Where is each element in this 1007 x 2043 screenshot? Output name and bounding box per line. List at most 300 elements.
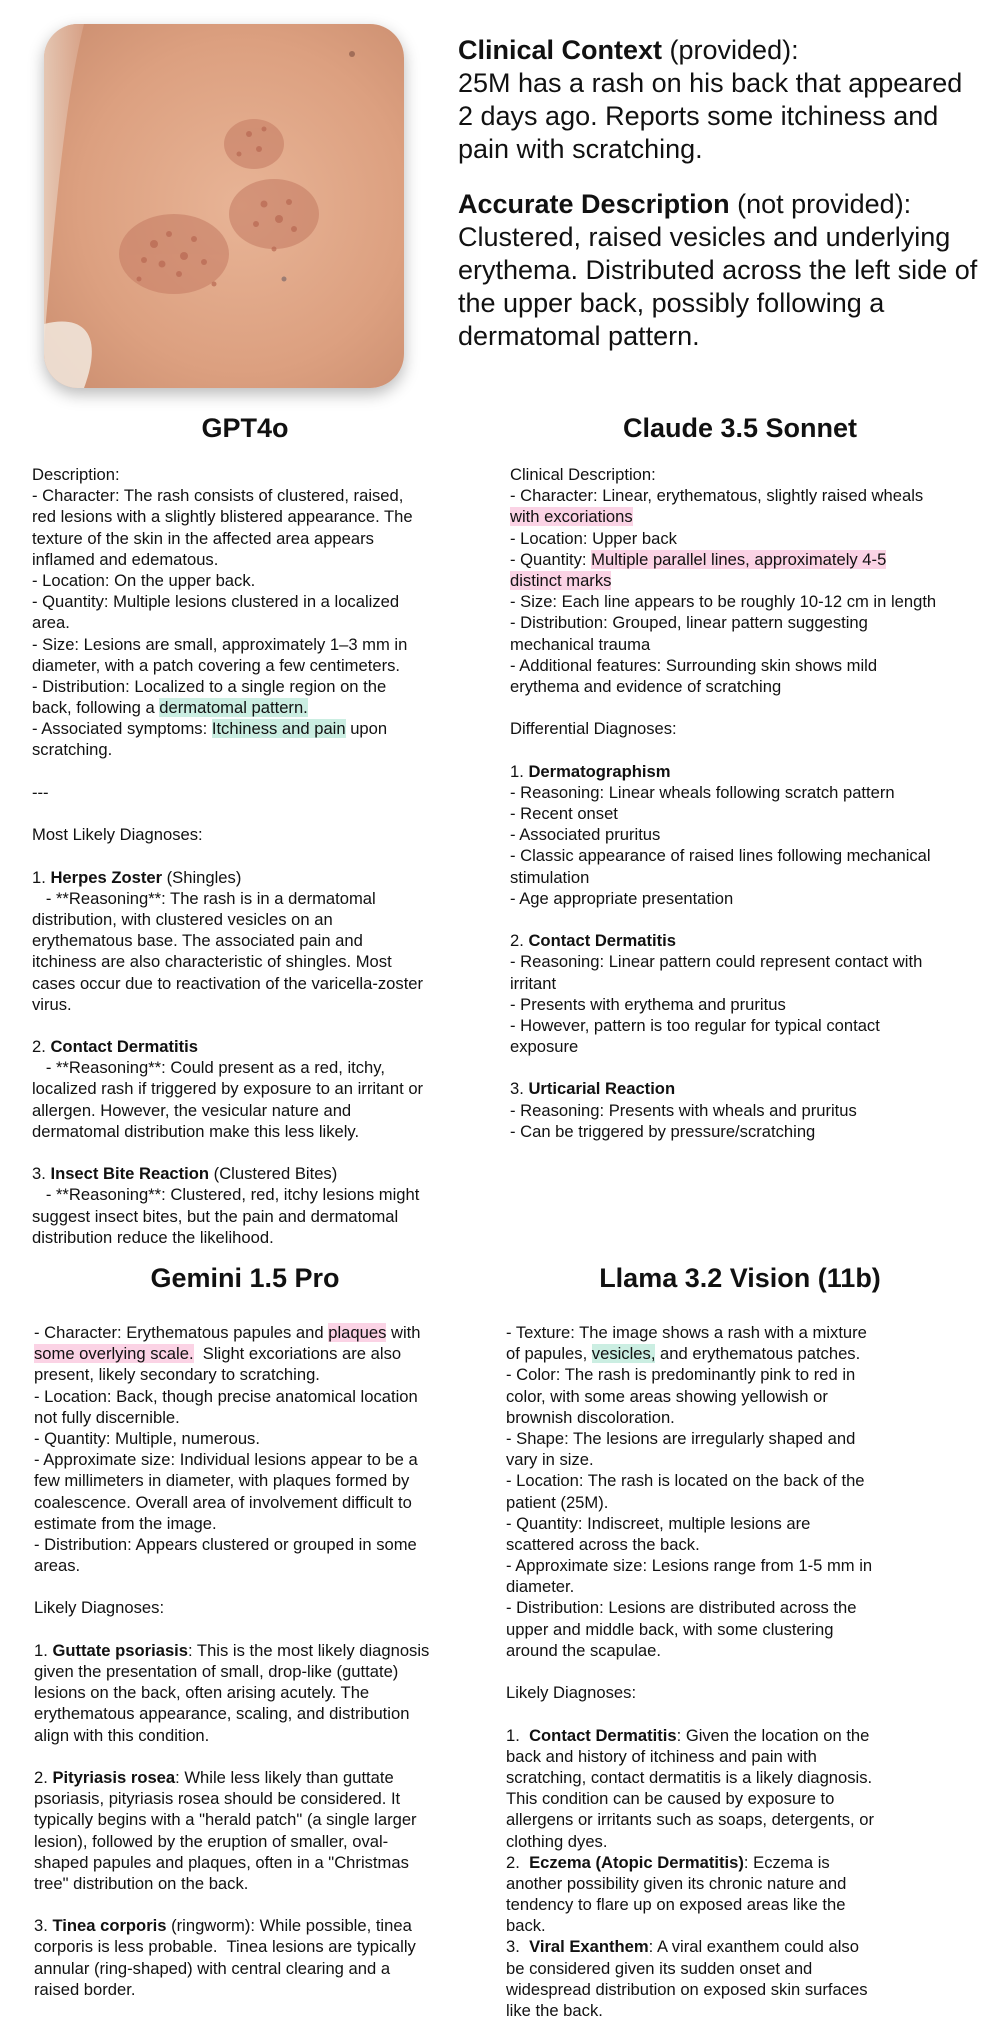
response-line bbox=[34, 1767, 474, 1788]
accurate-description-note: (not provided): bbox=[729, 189, 912, 219]
response-text: with bbox=[386, 1323, 421, 1342]
response-text: erythematous base. The associated pain and bbox=[32, 931, 363, 951]
response-line bbox=[34, 1915, 474, 1936]
response-line bbox=[32, 634, 472, 655]
response-line bbox=[32, 1057, 472, 1078]
response-line bbox=[32, 549, 472, 570]
response-line bbox=[510, 485, 980, 506]
response-line bbox=[506, 1746, 946, 1767]
response-line bbox=[510, 549, 980, 570]
response-text: cases occur due to reactivation of the varicella-zoster bbox=[32, 973, 424, 993]
gemini-title: Gemini 1.5 Pro bbox=[150, 1263, 340, 1293]
response-line bbox=[510, 1078, 980, 1099]
blank-line bbox=[506, 1703, 946, 1724]
response-text: erythema and evidence of scratching bbox=[510, 676, 782, 696]
response-text: - **Reasoning**: The rash is in a dermatomal bbox=[32, 888, 376, 908]
response-text: - Quantity: bbox=[510, 549, 592, 569]
response-text: Differential Diagnoses: bbox=[510, 719, 677, 739]
diagnosis-name: Contact Dermatitis bbox=[50, 1037, 198, 1057]
response-line bbox=[32, 612, 472, 633]
clinical-context-note: (provided): bbox=[662, 35, 799, 65]
response-line bbox=[34, 1386, 474, 1407]
response-line bbox=[510, 803, 980, 824]
claude-response bbox=[510, 464, 980, 1142]
response-line bbox=[32, 973, 472, 994]
response-line bbox=[32, 1163, 472, 1184]
response-text: tendency to flare up on exposed areas like the bbox=[506, 1895, 846, 1915]
response-text: 3. bbox=[32, 1164, 51, 1184]
response-line bbox=[34, 1936, 474, 1957]
response-text: (ringworm): While possible, tinea bbox=[166, 1916, 412, 1936]
response-text: suggest insect bites, but the pain and dermatomal bbox=[32, 1206, 399, 1226]
response-line bbox=[34, 1555, 474, 1576]
response-line bbox=[34, 1809, 474, 1830]
response-text: mechanical trauma bbox=[510, 634, 651, 654]
response-text: back. bbox=[506, 1916, 546, 1936]
response-line bbox=[510, 930, 980, 951]
response-line bbox=[506, 1449, 946, 1470]
response-line bbox=[506, 1894, 946, 1915]
response-line bbox=[32, 1078, 472, 1099]
response-line bbox=[34, 1492, 474, 1513]
response-text: - Character: The rash consists of clustered, raised, bbox=[32, 486, 404, 506]
response-text: brownish discoloration. bbox=[506, 1407, 675, 1427]
response-text: - Location: Back, though precise anatomical location bbox=[34, 1386, 418, 1406]
response-line bbox=[506, 1492, 946, 1513]
response-line bbox=[510, 634, 980, 655]
response-text: 2. bbox=[506, 1852, 530, 1872]
response-line bbox=[32, 528, 472, 549]
response-line bbox=[32, 1100, 472, 1121]
response-text: 2. bbox=[510, 931, 529, 951]
response-line bbox=[506, 1555, 946, 1576]
response-line bbox=[510, 951, 980, 972]
response-text: : Eczema is bbox=[743, 1852, 830, 1872]
response-line bbox=[34, 1703, 474, 1724]
response-line bbox=[34, 1852, 474, 1873]
response-text: - Character: Linear, erythematous, slightly raised wheals bbox=[510, 486, 924, 506]
response-line bbox=[506, 1428, 946, 1449]
response-text: diameter, with a patch covering a few centimeters. bbox=[32, 655, 401, 675]
blank-line bbox=[510, 739, 980, 760]
response-text: and erythematous patches. bbox=[655, 1344, 861, 1364]
diagnosis-name: Viral Exanthem bbox=[529, 1937, 649, 1957]
response-line bbox=[34, 1470, 474, 1491]
response-line bbox=[34, 1958, 474, 1979]
highlighted-text: distinct marks bbox=[510, 570, 612, 590]
response-line bbox=[510, 528, 980, 549]
response-line bbox=[510, 1121, 980, 1142]
response-line bbox=[32, 1036, 472, 1057]
response-text: 1. bbox=[506, 1725, 530, 1745]
response-text: another possibility given its chronic nature and bbox=[506, 1873, 847, 1893]
response-text: - Reasoning: Linear wheals following scratch pattern bbox=[510, 782, 895, 802]
response-line bbox=[34, 1661, 474, 1682]
accurate-description-line: Clustered, raised vesicles and underlying bbox=[458, 222, 951, 252]
response-text: - Distribution: Appears clustered or grouped in some bbox=[34, 1534, 417, 1554]
response-text: - **Reasoning**: Clustered, red, itchy lesions might bbox=[32, 1185, 420, 1205]
response-text: - Additional features: Surrounding skin shows mild bbox=[510, 655, 878, 675]
clinical-context bbox=[458, 34, 998, 166]
response-text: lesions on the back, often arising acutely. The bbox=[34, 1683, 370, 1703]
response-line bbox=[506, 1979, 946, 2000]
response-text: - Reasoning: Linear pattern could represent contact with bbox=[510, 952, 923, 972]
gemini-response bbox=[34, 1322, 474, 2000]
accurate-description-line: the upper back, possibly following a bbox=[458, 288, 885, 318]
highlighted-text: plaques bbox=[328, 1323, 387, 1342]
response-text: back and history of itchiness and pain with bbox=[506, 1746, 817, 1766]
response-text: - Presents with erythema and pruritus bbox=[510, 994, 786, 1014]
accurate-description bbox=[458, 188, 998, 353]
response-text: Description: bbox=[32, 465, 120, 484]
response-line bbox=[506, 1513, 946, 1534]
response-text: : A viral exanthem could also bbox=[648, 1937, 859, 1957]
diagnosis-name: Pityriasis rosea bbox=[52, 1767, 176, 1787]
response-text: inflamed and edematous. bbox=[32, 549, 219, 569]
response-text: align with this condition. bbox=[34, 1725, 210, 1745]
response-line bbox=[506, 1597, 946, 1618]
response-line bbox=[510, 570, 980, 591]
response-text: - Approximate size: Individual lesions appear to be a bbox=[34, 1450, 418, 1470]
response-text: - Can be triggered by pressure/scratching bbox=[510, 1121, 816, 1141]
response-line bbox=[34, 1428, 474, 1449]
response-line bbox=[34, 1407, 474, 1428]
response-text: : Given the location on the bbox=[676, 1725, 870, 1745]
diagnosis-name: Tinea corporis bbox=[52, 1916, 167, 1936]
response-text: area. bbox=[32, 613, 70, 633]
response-line bbox=[34, 1449, 474, 1470]
highlighted-text: Multiple parallel lines, approximately 4-5 bbox=[591, 549, 887, 569]
response-line bbox=[510, 591, 980, 612]
response-text: 1. bbox=[32, 867, 51, 887]
response-line bbox=[506, 1407, 946, 1428]
accurate-description-title: Accurate Description bbox=[458, 189, 730, 219]
response-line bbox=[506, 1576, 946, 1597]
response-text: itchiness are also characteristic of shingles. Most bbox=[32, 952, 392, 972]
response-text: - Age appropriate presentation bbox=[510, 888, 734, 908]
diagnosis-name: Urticarial Reaction bbox=[528, 1079, 676, 1099]
response-line bbox=[32, 1206, 472, 1227]
blank-line bbox=[506, 1661, 946, 1682]
highlighted-text: Itchiness and pain bbox=[211, 719, 346, 739]
response-line bbox=[506, 1873, 946, 1894]
diagnosis-name: Dermatographism bbox=[528, 761, 671, 781]
response-line bbox=[32, 1121, 472, 1142]
response-text: lesion), followed by the eruption of smaller, oval- bbox=[34, 1831, 389, 1851]
response-line bbox=[32, 909, 472, 930]
response-line bbox=[506, 1386, 946, 1407]
response-line bbox=[510, 676, 980, 697]
response-text: 2. bbox=[34, 1767, 53, 1787]
response-text: allergen. However, the vesicular nature and bbox=[32, 1100, 352, 1120]
response-text: texture of the skin in the affected area appears bbox=[32, 528, 374, 548]
response-line bbox=[506, 1322, 946, 1343]
response-line bbox=[510, 761, 980, 782]
gpt4o-response bbox=[32, 464, 472, 1248]
blank-line bbox=[32, 761, 472, 782]
response-text: - Location: The rash is located on the back of the bbox=[506, 1471, 865, 1491]
response-text: upper and middle back, with some clustering bbox=[506, 1619, 834, 1639]
response-line bbox=[506, 1364, 946, 1385]
response-text: This condition can be caused by exposure to bbox=[506, 1789, 835, 1809]
response-line bbox=[510, 782, 980, 803]
response-text: widespread distribution on exposed skin surfaces bbox=[506, 1979, 868, 1999]
response-line bbox=[506, 2000, 946, 2021]
response-text: - Color: The rash is predominantly pink to red in bbox=[506, 1365, 856, 1385]
blank-line bbox=[510, 909, 980, 930]
response-line bbox=[510, 718, 980, 739]
response-text: : This is the most likely diagnosis bbox=[188, 1640, 430, 1660]
blank-line bbox=[510, 697, 980, 718]
response-line bbox=[32, 782, 472, 803]
highlighted-text: vesicles, bbox=[591, 1344, 656, 1364]
response-text: Clinical Description: bbox=[510, 465, 656, 484]
response-text: given the presentation of small, drop-like (guttate) bbox=[34, 1662, 399, 1681]
response-text: - Associated pruritus bbox=[510, 825, 661, 845]
response-text: distribution, with clustered vesicles on an bbox=[32, 909, 333, 929]
response-text: - Recent onset bbox=[510, 804, 618, 823]
response-line bbox=[510, 1015, 980, 1036]
response-line bbox=[510, 888, 980, 909]
response-text: - Shape: The lesions are irregularly shaped and bbox=[506, 1428, 856, 1448]
response-text: 3. bbox=[506, 1937, 530, 1957]
response-text: clothing dyes. bbox=[506, 1831, 608, 1851]
response-text: virus. bbox=[32, 994, 72, 1014]
clinical-context-line: 25M has a rash on his back that appeared bbox=[458, 68, 963, 98]
response-text: of papules, bbox=[506, 1344, 592, 1364]
response-text: areas. bbox=[34, 1556, 81, 1576]
response-text: upon bbox=[345, 719, 388, 739]
response-text: - Distribution: Localized to a single region on the bbox=[32, 676, 387, 696]
response-text: - Approximate size: Lesions range from 1-5 mm in bbox=[506, 1556, 873, 1576]
response-line bbox=[32, 570, 472, 591]
response-line bbox=[34, 1597, 474, 1618]
response-line bbox=[32, 591, 472, 612]
response-text: around the scapulae. bbox=[506, 1640, 661, 1660]
response-text: Likely Diagnoses: bbox=[34, 1598, 165, 1618]
response-line bbox=[510, 655, 980, 676]
response-text: not fully discernible. bbox=[34, 1407, 180, 1427]
response-line bbox=[506, 1809, 946, 1830]
response-line bbox=[506, 1958, 946, 1979]
response-text: (Clustered Bites) bbox=[209, 1164, 338, 1184]
response-text: color, with some areas showing yellowish or bbox=[506, 1386, 828, 1406]
response-line bbox=[34, 1788, 474, 1809]
response-text: stimulation bbox=[510, 867, 590, 887]
response-line bbox=[32, 739, 472, 760]
response-line bbox=[506, 1619, 946, 1640]
response-line bbox=[32, 824, 472, 845]
response-line bbox=[34, 1831, 474, 1852]
response-text: localized rash if triggered by exposure to an irritant or bbox=[32, 1079, 424, 1099]
blank-line bbox=[32, 1142, 472, 1163]
response-text: tree" distribution on the back. bbox=[34, 1873, 249, 1893]
blank-line bbox=[510, 1057, 980, 1078]
response-line bbox=[34, 1682, 474, 1703]
highlighted-text: with excoriations bbox=[510, 507, 633, 527]
response-line bbox=[32, 676, 472, 697]
highlighted-text: dermatomal pattern. bbox=[159, 698, 308, 718]
response-text: estimate from the image. bbox=[34, 1513, 217, 1533]
response-line bbox=[34, 1725, 474, 1746]
response-text: - Reasoning: Presents with wheals and pruritus bbox=[510, 1100, 857, 1120]
accurate-description-line: erythema. Distributed across the left side of bbox=[458, 255, 978, 285]
response-line bbox=[506, 1534, 946, 1555]
context-block bbox=[458, 34, 998, 375]
response-line bbox=[32, 1227, 472, 1248]
blank-line bbox=[34, 1619, 474, 1640]
clinical-context-line: 2 days ago. Reports some itchiness and bbox=[458, 101, 939, 131]
response-line bbox=[510, 1100, 980, 1121]
response-text: scattered across the back. bbox=[506, 1534, 700, 1554]
response-line bbox=[34, 1364, 474, 1385]
response-text: allergens or irritants such as soaps, detergents, or bbox=[506, 1810, 875, 1830]
diagnosis-name: Herpes Zoster bbox=[50, 867, 163, 887]
gpt4o-title: GPT4o bbox=[201, 413, 289, 443]
response-text: - Size: Each line appears to be roughly 10-12 cm in length bbox=[510, 592, 937, 612]
response-line bbox=[506, 1725, 946, 1746]
response-line bbox=[510, 994, 980, 1015]
response-line bbox=[510, 612, 980, 633]
response-line bbox=[34, 1322, 474, 1343]
diagnosis-name: Contact Dermatitis bbox=[529, 1725, 677, 1745]
response-line bbox=[34, 1534, 474, 1555]
response-text: - Location: Upper back bbox=[510, 528, 677, 548]
llama-title: Llama 3.2 Vision (11b) bbox=[599, 1263, 881, 1293]
response-line bbox=[32, 867, 472, 888]
response-text: - **Reasoning**: Could present as a red, itchy, bbox=[32, 1058, 385, 1078]
response-text: - Associated symptoms: bbox=[32, 719, 212, 739]
response-line bbox=[32, 1184, 472, 1205]
llama-response bbox=[506, 1322, 946, 2021]
blank-line bbox=[34, 1746, 474, 1767]
response-text: psoriasis, pityriasis rosea should be considered. It bbox=[34, 1789, 401, 1809]
response-line bbox=[32, 951, 472, 972]
response-text: - However, pattern is too regular for typical contact bbox=[510, 1015, 880, 1035]
response-text: erythematous appearance, scaling, and distribution bbox=[34, 1704, 410, 1724]
highlighted-text: some overlying scale. bbox=[34, 1344, 194, 1364]
response-text: exposure bbox=[510, 1037, 579, 1057]
response-line bbox=[510, 973, 980, 994]
response-text: - Size: Lesions are small, approximately 1–3 mm in bbox=[32, 634, 408, 654]
response-text: 1. bbox=[510, 761, 529, 781]
response-text: raised border. bbox=[34, 1979, 136, 1999]
response-text: patient (25M). bbox=[506, 1492, 609, 1512]
blank-line bbox=[32, 1015, 472, 1036]
response-text: red lesions with a slightly blistered appearance. The bbox=[32, 507, 413, 527]
response-text: dermatomal distribution make this less likely. bbox=[32, 1121, 360, 1141]
response-line bbox=[32, 655, 472, 676]
response-text: few millimeters in diameter, with plaques formed by bbox=[34, 1471, 410, 1491]
response-text: (Shingles) bbox=[162, 867, 242, 887]
response-text: - Location: On the upper back. bbox=[32, 570, 256, 590]
response-line bbox=[510, 867, 980, 888]
response-line bbox=[506, 1788, 946, 1809]
response-line bbox=[506, 1682, 946, 1703]
response-text: - Distribution: Grouped, linear pattern suggesting bbox=[510, 613, 868, 633]
blank-line bbox=[32, 803, 472, 824]
response-text: annular (ring-shaped) with central clearing and a bbox=[34, 1958, 391, 1978]
response-text: 3. bbox=[510, 1079, 529, 1099]
response-text: scratching, contact dermatitis is a likely diagnosis. bbox=[506, 1767, 873, 1787]
clinical-context-line: pain with scratching. bbox=[458, 134, 703, 164]
response-line bbox=[34, 1640, 474, 1661]
response-line bbox=[506, 1470, 946, 1491]
claude-title: Claude 3.5 Sonnet bbox=[622, 413, 858, 443]
response-text: - Quantity: Multiple, numerous. bbox=[34, 1428, 260, 1448]
response-text: like the back. bbox=[506, 2001, 603, 2020]
response-line bbox=[506, 1936, 946, 1957]
response-line bbox=[506, 1640, 946, 1661]
response-text: coalescence. Overall area of involvement difficult to bbox=[34, 1492, 412, 1512]
blank-line bbox=[34, 1894, 474, 1915]
response-text: Likely Diagnoses: bbox=[506, 1683, 637, 1703]
response-text: - Classic appearance of raised lines following mechanical bbox=[510, 846, 931, 866]
response-line bbox=[34, 1873, 474, 1894]
response-text: scratching. bbox=[32, 740, 113, 760]
response-text: typically begins with a "herald patch" (a single larger bbox=[34, 1810, 417, 1830]
response-line bbox=[34, 1343, 474, 1364]
response-line bbox=[32, 464, 472, 485]
response-line bbox=[32, 994, 472, 1015]
diagnosis-name: Guttate psoriasis bbox=[52, 1640, 189, 1660]
response-text: Most Likely Diagnoses: bbox=[32, 825, 203, 845]
response-text: irritant bbox=[510, 973, 557, 993]
response-line bbox=[32, 888, 472, 909]
response-line bbox=[510, 464, 980, 485]
response-text: - Character: Erythematous papules and bbox=[34, 1323, 329, 1342]
response-line bbox=[510, 824, 980, 845]
response-text: 1. bbox=[34, 1640, 53, 1660]
response-line bbox=[510, 845, 980, 866]
response-line bbox=[32, 697, 472, 718]
response-line bbox=[32, 506, 472, 527]
response-line bbox=[34, 1979, 474, 2000]
response-text: - Distribution: Lesions are distributed across the bbox=[506, 1598, 857, 1618]
accurate-description-line: dermatomal pattern. bbox=[458, 321, 700, 351]
response-line bbox=[32, 718, 472, 739]
diagnosis-name: Contact Dermatitis bbox=[528, 931, 676, 951]
blank-line bbox=[34, 1576, 474, 1597]
response-line bbox=[506, 1852, 946, 1873]
response-line bbox=[506, 1767, 946, 1788]
response-text: back, following a bbox=[32, 698, 160, 718]
clinical-context-title: Clinical Context bbox=[458, 35, 663, 65]
response-line bbox=[506, 1343, 946, 1364]
response-text: --- bbox=[32, 782, 49, 802]
response-text: : While less likely than guttate bbox=[175, 1767, 394, 1787]
response-text: - Texture: The image shows a rash with a mixture bbox=[506, 1323, 867, 1342]
response-text: Slight excoriations are also bbox=[193, 1344, 402, 1364]
response-text: diameter. bbox=[506, 1577, 575, 1597]
response-text: - Quantity: Multiple lesions clustered in a localized bbox=[32, 592, 400, 612]
response-line bbox=[510, 1036, 980, 1057]
diagnosis-name: Eczema (Atopic Dermatitis) bbox=[529, 1852, 744, 1872]
response-text: corporis is less probable. Tinea lesions are typically bbox=[34, 1937, 416, 1957]
response-text: 3. bbox=[34, 1916, 53, 1936]
response-text: distribution reduce the likelihood. bbox=[32, 1227, 274, 1247]
response-line bbox=[32, 930, 472, 951]
diagnosis-name: Insect Bite Reaction bbox=[50, 1164, 210, 1184]
response-line bbox=[510, 506, 980, 527]
response-line bbox=[506, 1915, 946, 1936]
response-line bbox=[506, 1831, 946, 1852]
response-text: shaped papules and plaques, often in a "Christmas bbox=[34, 1852, 409, 1872]
response-text: 2. bbox=[32, 1037, 51, 1057]
rash-photo bbox=[44, 24, 404, 388]
response-text: vary in size. bbox=[506, 1450, 594, 1470]
response-text: be considered given its sudden onset and bbox=[506, 1958, 813, 1978]
